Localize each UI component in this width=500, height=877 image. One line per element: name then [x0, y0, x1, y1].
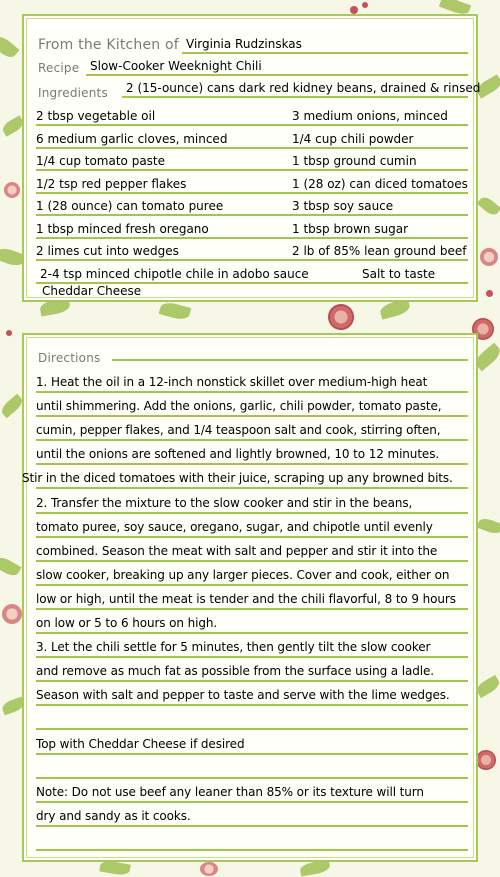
direction-line: [36, 512, 468, 538]
kitchen-underline: [182, 52, 468, 54]
direction-text: dry and sandy as it cooks.: [36, 808, 191, 823]
ingredient-last-row: [36, 280, 468, 300]
ingredient-item: 1 (28 ounce) can tomato puree: [36, 199, 224, 213]
direction-text: Top with Cheddar Cheese if desired: [36, 736, 245, 751]
ingredient-item: 3 medium onions, minced: [292, 109, 448, 123]
direction-text: cumin, pepper flakes, and 1/4 teaspoon salt and cook, stirring often,: [36, 423, 441, 438]
direction-line: [36, 488, 468, 514]
direction-text: 3. Let the chili settle for 5 minutes, then gently tilt the slow cooker: [36, 640, 431, 655]
direction-text: 1. Heat the oil in a 12-inch nonstick skillet over medium-high heat: [36, 375, 428, 389]
ingredient-item: 2 tbsp vegetable oil: [36, 109, 156, 123]
direction-line: [22, 463, 468, 489]
ingredient-first: 2 (15-ounce) cans dark red kidney beans, drained & rinsed: [126, 81, 481, 95]
ingredient-row: [36, 239, 468, 261]
direction-line: [36, 801, 468, 827]
ingredient-first-underline: [122, 96, 468, 98]
recipe-underline: [86, 74, 468, 76]
ingredient-row: [36, 127, 468, 149]
ingredient-row: [36, 172, 468, 194]
ingredient-item: 1 tbsp brown sugar: [292, 221, 409, 236]
ingredient-item: 1/2 tsp red pepper flakes: [36, 176, 187, 191]
ingredient-row: [36, 217, 468, 239]
direction-text: low or high, until the meat is tender and the chili flavorful, 8 to 9 hours: [36, 591, 456, 606]
direction-line: [36, 608, 468, 634]
direction-text: slow cooker, breaking up any larger pieces. Cover and cook, either on: [36, 567, 450, 582]
kitchen-row: [36, 34, 468, 56]
direction-line: [36, 680, 468, 706]
direction-line: [36, 367, 468, 393]
ingredients-card: [22, 14, 481, 302]
directions-card: [22, 333, 478, 862]
direction-line: [36, 632, 468, 658]
direction-text: Season with salt and pepper to taste and serve with the lime wedges.: [36, 688, 450, 703]
kitchen-label: From the Kitchen of: [38, 37, 179, 53]
direction-text: until shimmering. Add the onions, garlic, chili powder, tomato paste,: [36, 399, 442, 414]
ingredient-row: [36, 194, 468, 216]
directions-label: Directions: [38, 351, 101, 365]
ingredients-label: Ingredients: [38, 86, 108, 100]
direction-text: and remove as much fat as possible from the surface using a ladle.: [36, 664, 435, 679]
direction-line: [36, 777, 468, 803]
recipe-row: [36, 56, 468, 78]
direction-line: [36, 391, 468, 417]
ingredients-header-row: [36, 78, 481, 100]
direction-text: combined. Season the meat with salt and pepper and stir it into the: [36, 543, 438, 558]
direction-text: tomato puree, soy sauce, oregano, sugar, and chipotle until evenly: [36, 519, 433, 534]
direction-text: until the onions are softened and lightly browned, 10 to 12 minutes.: [36, 447, 440, 462]
direction-line: [36, 656, 468, 682]
direction-line: [36, 560, 468, 586]
direction-line: [36, 729, 468, 755]
direction-text: Stir in the diced tomatoes with their juice, scraping up any browned bits.: [22, 471, 453, 486]
ingredient-item: 2-4 tsp minced chipotle chile in adobo sauce: [40, 266, 309, 281]
kitchen-name: Virginia Rudzinskas: [186, 37, 302, 51]
direction-text: 2. Transfer the mixture to the slow cooker and stir in the beans,: [36, 495, 413, 510]
ingredient-item: 1 tbsp ground cumin: [292, 154, 417, 168]
directions-header-row: [36, 345, 468, 365]
ingredient-item: 1 tbsp minced fresh oregano: [36, 221, 209, 236]
direction-line: [36, 825, 468, 851]
direction-line: [36, 415, 468, 441]
recipe-name: Slow-Cooker Weeknight Chili: [90, 59, 262, 73]
direction-line: [36, 753, 468, 779]
directions-header-underline: [112, 359, 468, 361]
ingredient-last: Cheddar Cheese: [42, 284, 142, 298]
ingredient-item: 1 (28 oz) can diced tomatoes: [292, 176, 468, 191]
direction-line: [36, 439, 468, 465]
ingredient-item: 6 medium garlic cloves, minced: [36, 131, 228, 146]
ingredient-item: 2 lb of 85% lean ground beef: [292, 244, 467, 258]
direction-line: [36, 584, 468, 610]
ingredient-item: Salt to taste: [362, 266, 436, 281]
direction-line: [36, 704, 468, 730]
ingredient-item: 3 tbsp soy sauce: [292, 199, 394, 213]
ingredient-item: 2 limes cut into wedges: [36, 244, 179, 258]
ingredient-item: 1/4 cup chili powder: [292, 131, 414, 146]
direction-text: on low or 5 to 6 hours on high.: [36, 616, 218, 630]
direction-line: [36, 536, 468, 562]
ingredient-item: 1/4 cup tomato paste: [36, 154, 166, 168]
ingredient-row: [36, 104, 468, 126]
ingredient-row: [36, 149, 468, 171]
recipe-label: Recipe: [38, 61, 80, 75]
direction-text: Note: Do not use beef any leaner than 85% or its texture will turn: [36, 784, 424, 799]
